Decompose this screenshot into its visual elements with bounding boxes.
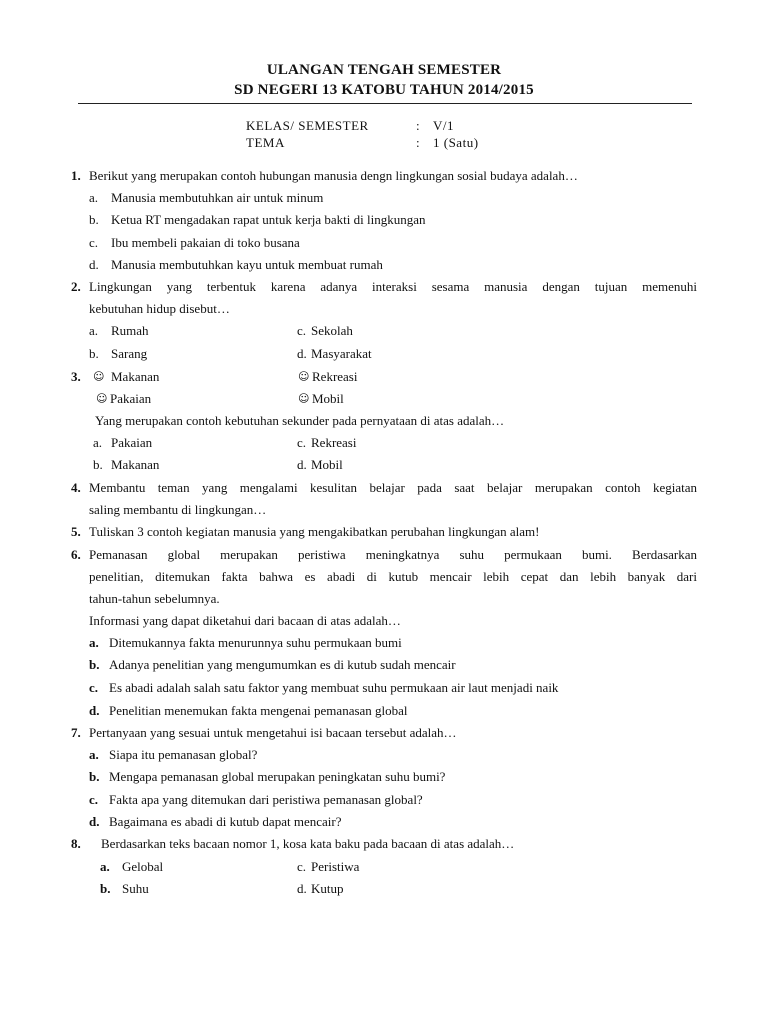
question-number: 5.	[71, 524, 81, 539]
reading-text: tahun-tahun sebelumnya.	[89, 591, 220, 606]
item-text: Rekreasi	[312, 369, 358, 384]
option-letter: b.	[89, 346, 99, 361]
smiley-icon: ☺	[93, 370, 105, 383]
option-text: Es abadi adalah salah satu faktor yang membuat suhu permukaan air laut menjadi naik	[109, 680, 559, 695]
question-text: Berikut yang merupakan contoh hubungan manusia dengn lingkungan sosial budaya adalah…	[89, 168, 578, 183]
smiley-icon: ☺	[96, 392, 108, 405]
option-letter: a.	[89, 635, 99, 650]
option-letter: d.	[89, 257, 99, 272]
option-letter: c.	[297, 323, 307, 338]
reading-text: penelitian, ditemukan fakta bahwa es abadi di kutub mencair lebih cepat dan lebih banyak dari	[89, 569, 697, 584]
option-letter: c.	[89, 792, 99, 807]
meta-label: KELAS/ SEMESTER	[246, 118, 369, 133]
meta-separator: :	[416, 118, 421, 133]
option-text: Suhu	[122, 881, 149, 896]
meta-value: V/1	[433, 118, 454, 133]
option-text: Manusia membutuhkan air untuk minum	[111, 190, 324, 205]
option-text: Kutup	[311, 881, 344, 896]
exam-title: ULANGAN TENGAH SEMESTER	[266, 62, 502, 78]
option-letter: b.	[89, 212, 99, 227]
question-text-cont: kebutuhan hidup disebut…	[89, 301, 230, 316]
question-text: Berdasarkan teks bacaan nomor 1, kosa kata baku pada bacaan di atas adalah…	[101, 836, 515, 851]
question-text-cont: saling membantu di lingkungan…	[89, 502, 267, 517]
question-number: 4.	[71, 480, 81, 495]
option-text: Fakta apa yang ditemukan dari peristiwa pemanasan global?	[109, 792, 423, 807]
question-text: Lingkungan yang terbentuk karena adanya interaksi sesama manusia dengan tujuan memenuhi	[89, 279, 697, 294]
option-letter: c.	[89, 235, 99, 250]
option-text: Peristiwa	[311, 859, 360, 874]
option-text: Masyarakat	[311, 346, 372, 361]
option-text: Rumah	[111, 323, 149, 338]
question-text: Membantu teman yang mengalami kesulitan belajar pada saat belajar merupakan contoh kegiatan	[89, 480, 697, 495]
meta-value: 1 (Satu)	[433, 135, 479, 150]
option-letter: a.	[89, 190, 99, 205]
item-text: Mobil	[312, 391, 344, 406]
option-text: Manusia membutuhkan kayu untuk membuat rumah	[111, 257, 383, 272]
option-letter: b.	[93, 457, 103, 472]
option-letter: a.	[89, 747, 99, 762]
option-letter: c.	[297, 435, 307, 450]
item-text: Pakaian	[110, 391, 152, 406]
option-letter: a.	[89, 323, 99, 338]
question-number: 2.	[71, 279, 81, 294]
option-text: Sekolah	[311, 323, 353, 338]
option-letter: d.	[297, 457, 307, 472]
option-text: Mobil	[311, 457, 343, 472]
option-letter: a.	[100, 859, 110, 874]
option-text: Pakaian	[111, 435, 153, 450]
option-text: Makanan	[111, 457, 160, 472]
question-text: Pertanyaan yang sesuai untuk mengetahui isi bacaan tersebut adalah…	[89, 725, 457, 740]
question-text: Informasi yang dapat diketahui dari bacaan di atas adalah…	[89, 613, 401, 628]
option-text: Adanya penelitian yang mengumumkan es di kutub sudah mencair	[109, 657, 456, 672]
question-number: 6.	[71, 547, 81, 562]
option-letter: d.	[297, 881, 307, 896]
option-text: Penelitian menemukan fakta mengenai pemanasan global	[109, 703, 408, 718]
question-number: 8.	[71, 836, 81, 851]
option-text: Mengapa pemanasan global merupakan peningkatan suhu bumi?	[109, 769, 446, 784]
option-letter: b.	[89, 657, 100, 672]
option-text: Gelobal	[122, 859, 164, 874]
smiley-icon: ☺	[298, 370, 310, 383]
option-text: Bagaimana es abadi di kutub dapat mencair?	[109, 814, 342, 829]
option-text: Ketua RT mengadakan rapat untuk kerja bakti di lingkungan	[111, 212, 426, 227]
question-text: Yang merupakan contoh kebutuhan sekunder pada pernyataan di atas adalah…	[95, 413, 505, 428]
school-year-title: SD NEGERI 13 KATOBU TAHUN 2014/2015	[234, 82, 534, 98]
option-letter: c.	[89, 680, 99, 695]
meta-label: TEMA	[246, 135, 285, 150]
item-text: Makanan	[111, 369, 160, 384]
option-text: Rekreasi	[311, 435, 357, 450]
option-text: Sarang	[111, 346, 148, 361]
option-letter: b.	[100, 881, 111, 896]
option-text: Ditemukannya fakta menurunnya suhu permukaan bumi	[109, 635, 402, 650]
option-text: Ibu membeli pakaian di toko busana	[111, 235, 300, 250]
smiley-icon: ☺	[298, 392, 310, 405]
header-divider	[78, 103, 692, 104]
option-letter: d.	[297, 346, 307, 361]
option-letter: c.	[297, 859, 307, 874]
option-letter: b.	[89, 769, 100, 784]
reading-text: Pemanasan global merupakan peristiwa meningkatnya suhu permukaan bumi. Berdasarkan	[89, 547, 697, 562]
option-letter: a.	[93, 435, 103, 450]
question-number: 3.	[71, 369, 81, 384]
question-number: 7.	[71, 725, 81, 740]
option-letter: d.	[89, 814, 100, 829]
option-letter: d.	[89, 703, 100, 718]
question-text: Tuliskan 3 contoh kegiatan manusia yang mengakibatkan perubahan lingkungan alam!	[89, 524, 540, 539]
question-number: 1.	[71, 168, 81, 183]
meta-separator: :	[416, 135, 421, 150]
option-text: Siapa itu pemanasan global?	[109, 747, 258, 762]
